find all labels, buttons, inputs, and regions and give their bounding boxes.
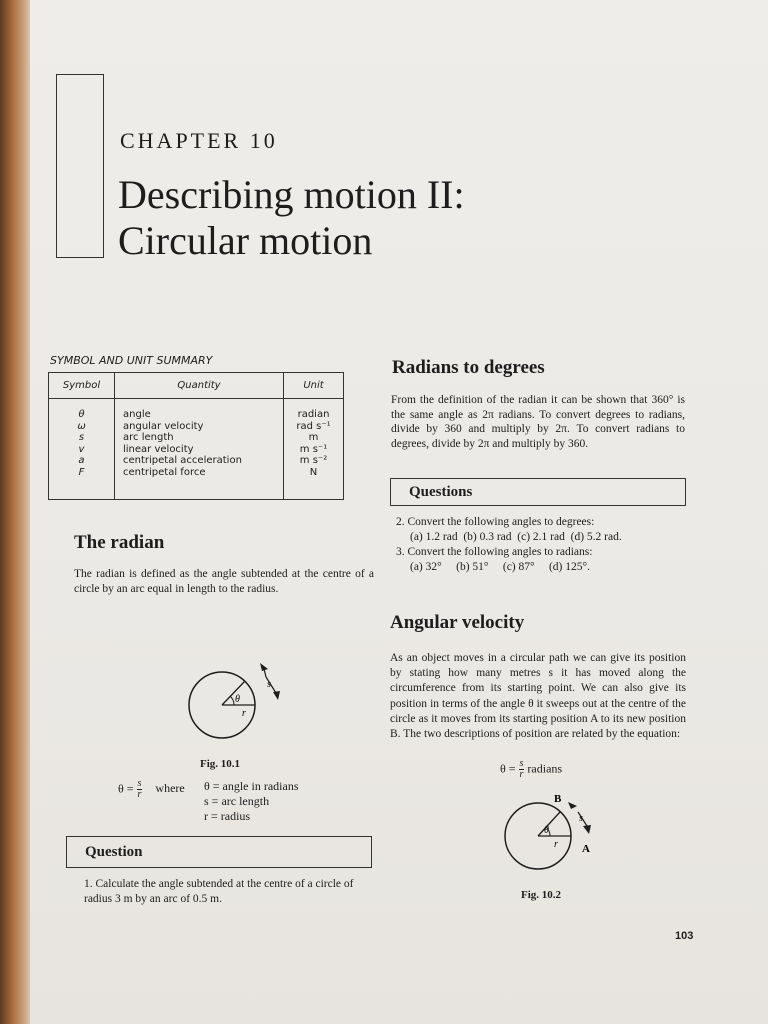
symbol-cell: ω	[77, 420, 86, 432]
fig1-label-r: r	[242, 708, 246, 719]
symbol-cell: F	[78, 466, 85, 478]
column-header-unit: Unit	[284, 373, 344, 399]
page-number: 103	[675, 930, 694, 942]
unit-column	[284, 399, 344, 500]
fig-10-1-diagram	[180, 655, 290, 755]
question-2-prompt: 2. Convert the following angles to degrees:	[396, 516, 595, 528]
symbol-unit-table	[48, 372, 344, 500]
fraction-denominator: r	[137, 789, 142, 800]
chapter-title	[118, 172, 465, 264]
angular-velocity-text: As an object moves in a circular path we can give its position by stating how many metres s it has moved along the circumference from its starting point. We can also give its position in terms of the angle θ it sweeps out at the centre of the circle as it moves from its starting position A to its new position B. The two descriptions of position are related by the equation:	[390, 652, 686, 741]
quantity-cell: angular velocity	[123, 420, 204, 432]
summary-heading: SYMBOL AND UNIT SUMMARY	[50, 354, 213, 367]
angular-equation	[500, 759, 562, 780]
definition-r: r = radius	[204, 809, 251, 823]
chapter-decor-box	[56, 74, 104, 258]
symbol-cell: a	[78, 455, 85, 466]
equation-unit: radians	[527, 761, 563, 776]
fraction-numerator: s	[519, 758, 524, 769]
equation-fraction	[137, 779, 143, 800]
question-1: 1. Calculate the angle subtended at the centre of a circle of radius 3 m by an arc of 0.5 m.	[84, 878, 354, 905]
radians-to-degrees-heading: Radians to degrees	[392, 357, 545, 378]
fig-10-2-diagram	[492, 788, 602, 880]
table-row	[49, 399, 344, 500]
fig2-label-A: A	[582, 843, 590, 855]
arrow-head-top	[568, 802, 577, 809]
quantity-cell: linear velocity	[123, 443, 194, 455]
radians-to-degrees-text: From the definition of the radian it can be shown that 360° is the same angle as 2π radians. To convert degrees to radians, divide by 360 and multiply by 2π. To convert radians to degrees, divide by 2π and multiply by 360.	[391, 394, 685, 450]
symbol-cell: s	[78, 432, 85, 443]
arrow-head-bottom	[273, 691, 280, 700]
fig2-label-s: s	[579, 813, 583, 824]
quantity-cell: angle	[123, 409, 151, 420]
fig1-label-s: s	[267, 679, 271, 690]
table-header-row	[49, 373, 344, 399]
unit-cell: radian	[297, 409, 330, 420]
symbol-cell: v	[78, 443, 85, 455]
unit-cell: m s⁻¹	[299, 443, 328, 455]
unit-cell: m s⁻²	[299, 455, 328, 466]
angle-arc	[230, 696, 234, 705]
radian-heading: The radian	[74, 532, 165, 553]
radian-definition: The radian is defined as the angle subtended at the centre of a circle by an arc equal in length to the radius.	[74, 568, 374, 595]
definition-theta: θ = angle in radians	[204, 779, 299, 793]
chapter-label: CHAPTER 10	[120, 128, 278, 153]
question-3-parts: (a) 32° (b) 51° (c) 87° (d) 125°.	[410, 561, 590, 573]
quantity-cell: centripetal acceleration	[123, 455, 242, 466]
equation-definitions-2	[204, 794, 269, 824]
question-box: Question	[66, 836, 372, 868]
equation-lhs: θ =	[500, 761, 516, 776]
equation-definitions	[204, 779, 299, 794]
column-header-quantity: Quantity	[115, 373, 284, 399]
arrow-shaft	[264, 669, 266, 677]
fig2-label-theta: θ	[544, 825, 549, 836]
arrow-head-bottom	[583, 825, 591, 834]
unit-cell: m	[308, 432, 319, 443]
symbol-column	[49, 399, 115, 500]
fig1-label-theta: θ	[235, 694, 240, 705]
book-spine	[0, 0, 34, 1024]
unit-cell: rad s⁻¹	[296, 420, 331, 432]
symbol-cell: θ	[78, 409, 85, 420]
quantity-cell: arc length	[123, 432, 174, 443]
radian-equation	[118, 779, 185, 800]
question-2-parts: (a) 1.2 rad (b) 0.3 rad (c) 2.1 rad (d) 5.2 rad.	[410, 531, 622, 543]
questions-box: Questions	[390, 478, 686, 506]
definition-s: s = arc length	[204, 794, 270, 808]
question-3-prompt: 3. Convert the following angles to radians:	[396, 546, 593, 558]
fraction-numerator: s	[137, 778, 142, 789]
column-header-symbol: Symbol	[49, 373, 115, 399]
fig2-label-B: B	[554, 793, 562, 805]
unit-cell: N	[309, 466, 318, 478]
equation-lhs: θ =	[118, 781, 134, 796]
fraction-denominator: r	[519, 769, 524, 780]
quantity-cell: centripetal force	[123, 466, 206, 478]
angular-velocity-heading: Angular velocity	[390, 612, 525, 633]
equation-where: where	[155, 781, 185, 796]
fig-10-1-caption: Fig. 10.1	[200, 758, 241, 770]
quantity-column	[115, 399, 284, 500]
chapter-title-line1: Describing motion II:	[118, 172, 465, 217]
question-2	[396, 515, 686, 575]
fig2-label-r: r	[554, 839, 558, 850]
fig-10-2-caption: Fig. 10.2	[521, 889, 562, 901]
equation-fraction	[519, 759, 525, 780]
chapter-title-line2: Circular motion	[118, 218, 373, 263]
